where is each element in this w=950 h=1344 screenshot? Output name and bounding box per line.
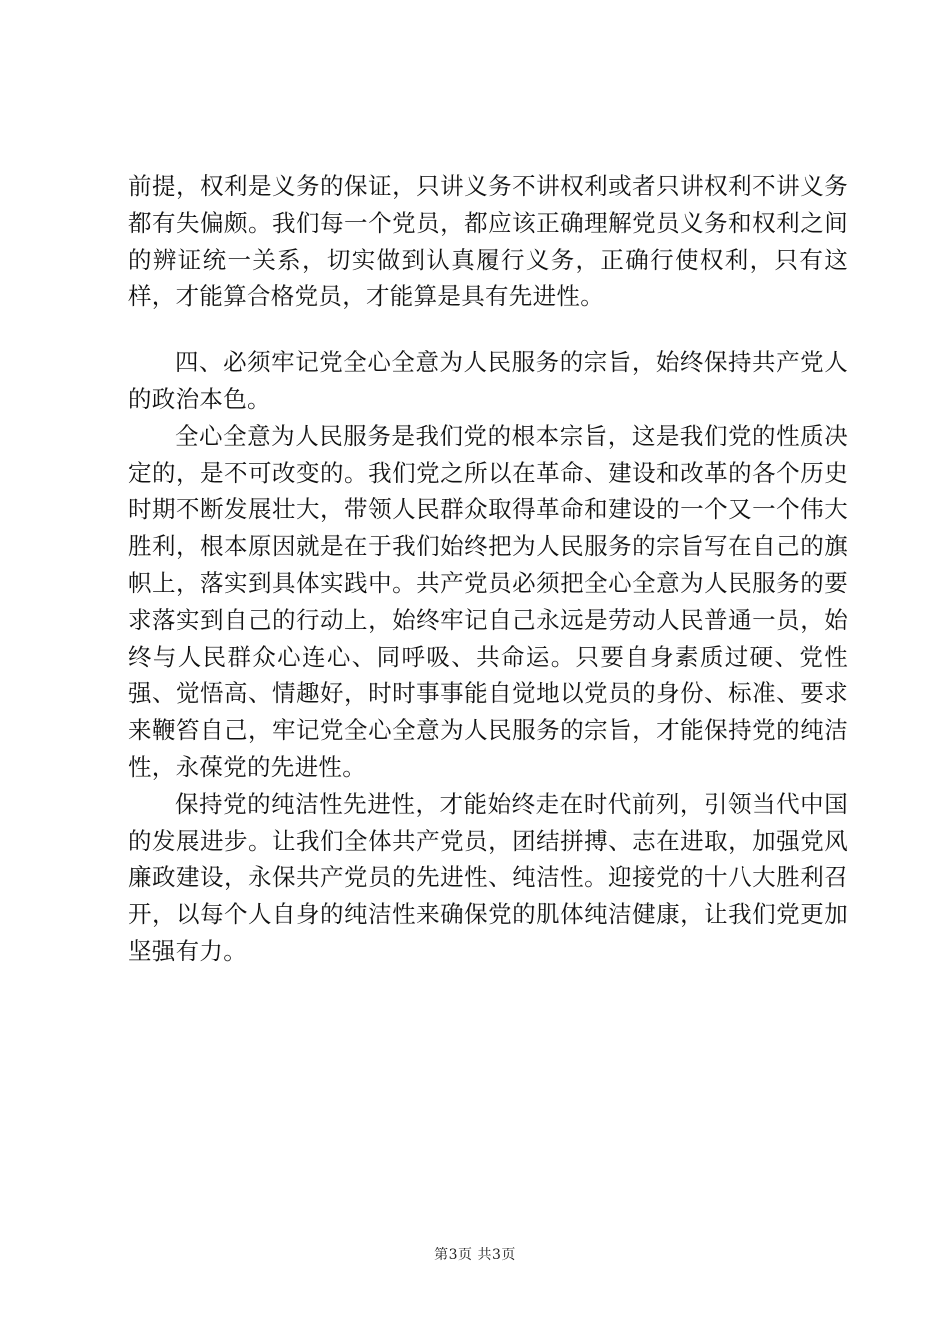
- page-number-footer: 第3页 共3页: [434, 1247, 516, 1263]
- paragraph-continuation: 前提，权利是义务的保证，只讲义务不讲权利或者只讲权利不讲义务都有失偏颇。我们每一个党员，都应该正确理解党员义务和权利之间的辨证统一关系，切实做到认真履行义务，正确行使权利，只有这样，才能算合格党员，才能算是具有先进性。: [128, 172, 848, 311]
- paragraph-conclusion: 保持党的纯洁性先进性，才能始终走在时代前列，引领当代中国的发展进步。让我们全体共产党员，团结拼搏、志在进取，加强党风廉政建设，永保共产党员的先进性、纯洁性。迎接党的十八大胜利召开，以每个人自身的纯洁性来确保党的肌体纯洁健康，让我们党更加坚强有力。: [128, 789, 848, 965]
- section-heading-four: 四、必须牢记党全心全意为人民服务的宗旨，始终保持共产党人的政治本色。: [128, 348, 848, 413]
- paragraph-serve-people: 全心全意为人民服务是我们党的根本宗旨，这是我们党的性质决定的，是不可改变的。我们党之所以在革命、建设和改革的各个历史时期不断发展壮大，带领人民群众取得革命和建设的一个又一个伟大胜利，根本原因就是在于我们始终把为人民服务的宗旨写在自己的旗帜上，落实到具体实践中。共产党员必须把全心全意为人民服务的要求落实到自己的行动上，始终牢记自己永远是劳动人民普通一员，始终与人民群众心连心、同呼吸、共命运。只要自身素质过硬、党性强、觉悟高、情趣好，时时事事能自觉地以党员的身份、标准、要求来鞭笞自己，牢记党全心全意为人民服务的宗旨，才能保持党的纯洁性，永葆党的先进性。: [128, 421, 848, 781]
- document-body: [128, 168, 848, 970]
